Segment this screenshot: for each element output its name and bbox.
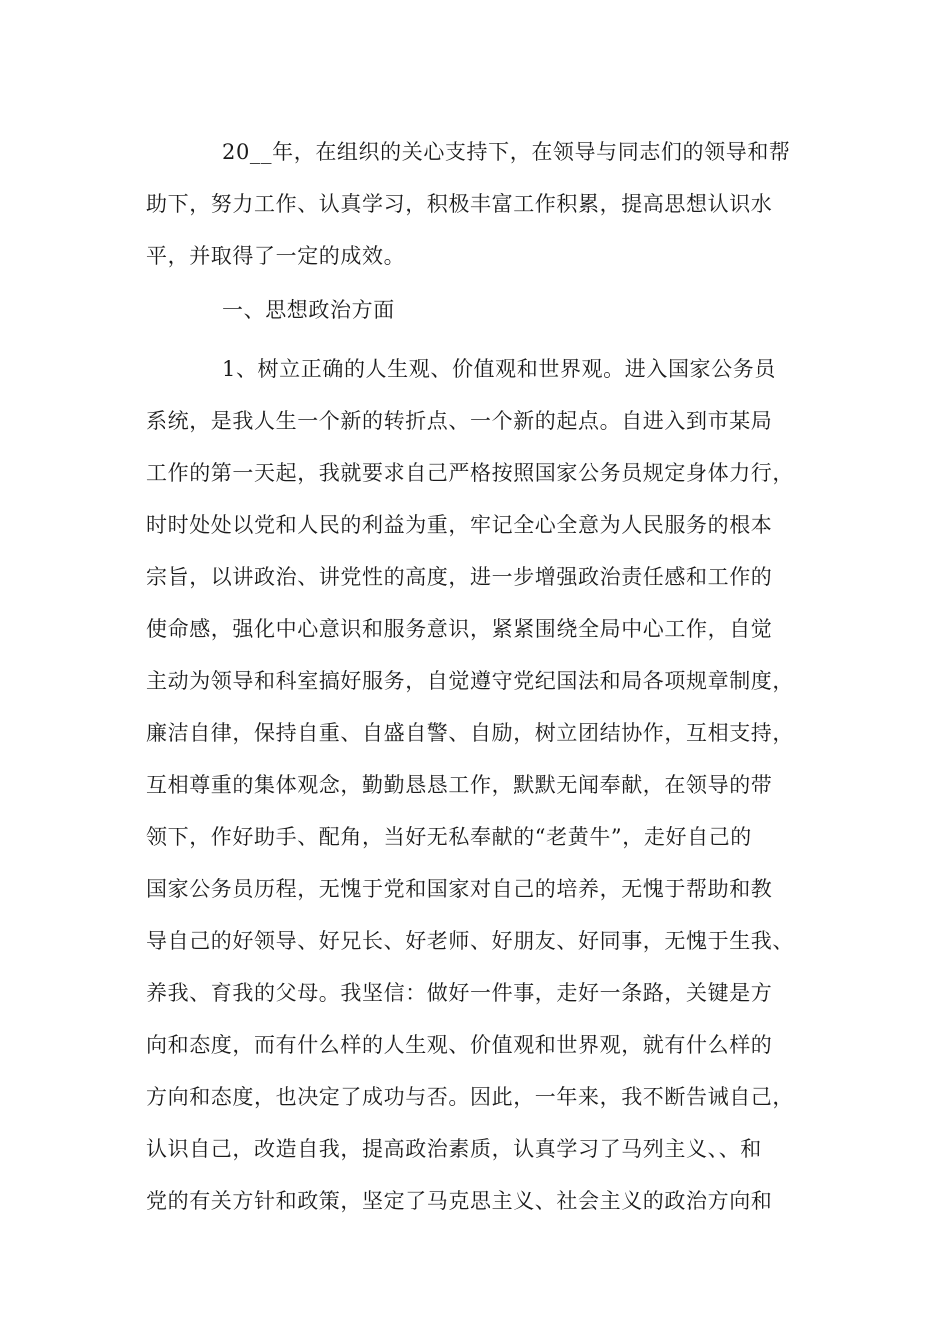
paragraph-line: 廉洁自律，保持自重、自盛自警、自励，树立团结协作，互相支持， bbox=[146, 721, 794, 745]
paragraph-line: 养我、育我的父母。我坚信：做好一件事，走好一条路，关键是方 bbox=[146, 981, 773, 1005]
paragraph-line: 宗旨，以讲政治、讲党性的高度，进一步增强政治责任感和工作的 bbox=[146, 565, 773, 589]
paragraph-line: 20__年，在组织的关心支持下，在领导与同志们的领导和帮 bbox=[222, 140, 791, 164]
paragraph-line: 向和态度，而有什么样的人生观、价值观和世界观，就有什么样的 bbox=[146, 1033, 773, 1057]
paragraph-line: 使命感，强化中心意识和服务意识，紧紧围绕全局中心工作，自觉 bbox=[146, 617, 773, 641]
paragraph-body bbox=[146, 343, 806, 1227]
paragraph-line: 认识自己，改造自我，提高政治素质，认真学习了马列主义、、和 bbox=[146, 1137, 762, 1161]
paragraph-line: 方向和态度，也决定了成功与否。因此，一年来，我不断告诫自己， bbox=[146, 1085, 794, 1109]
paragraph-line: 领下，作好助手、配角，当好无私奉献的“老黄牛”，走好自己的 bbox=[146, 825, 752, 849]
section-heading-block bbox=[146, 284, 806, 336]
paragraph-line: 互相尊重的集体观念，勤勤恳恳工作，默默无闻奉献，在领导的带 bbox=[146, 773, 773, 797]
section-heading: 一、思想政治方面 bbox=[222, 298, 395, 322]
paragraph-line: 党的有关方针和政策，坚定了马克思主义、社会主义的政治方向和 bbox=[146, 1189, 773, 1213]
paragraph-line: 时时处处以党和人民的利益为重，牢记全心全意为人民服务的根本 bbox=[146, 513, 773, 537]
paragraph-line: 工作的第一天起，我就要求自己严格按照国家公务员规定身体力行， bbox=[146, 461, 794, 485]
paragraph-line: 系统，是我人生一个新的转折点、一个新的起点。自进入到市某局 bbox=[146, 409, 773, 433]
paragraph-line: 国家公务员历程，无愧于党和国家对自己的培养，无愧于帮助和教 bbox=[146, 877, 773, 901]
paragraph-line: 助下，努力工作、认真学习，积极丰富工作积累，提高思想认识水 bbox=[146, 192, 773, 216]
paragraph-line: 1、树立正确的人生观、价值观和世界观。进入国家公务员 bbox=[222, 357, 776, 381]
paragraph-line: 导自己的好领导、好兄长、好老师、好朋友、好同事，无愧于生我、 bbox=[146, 929, 794, 953]
paragraph-intro bbox=[146, 126, 806, 282]
paragraph-line: 主动为领导和科室搞好服务，自觉遵守党纪国法和局各项规章制度， bbox=[146, 669, 794, 693]
paragraph-line: 平，并取得了一定的成效。 bbox=[146, 244, 406, 268]
